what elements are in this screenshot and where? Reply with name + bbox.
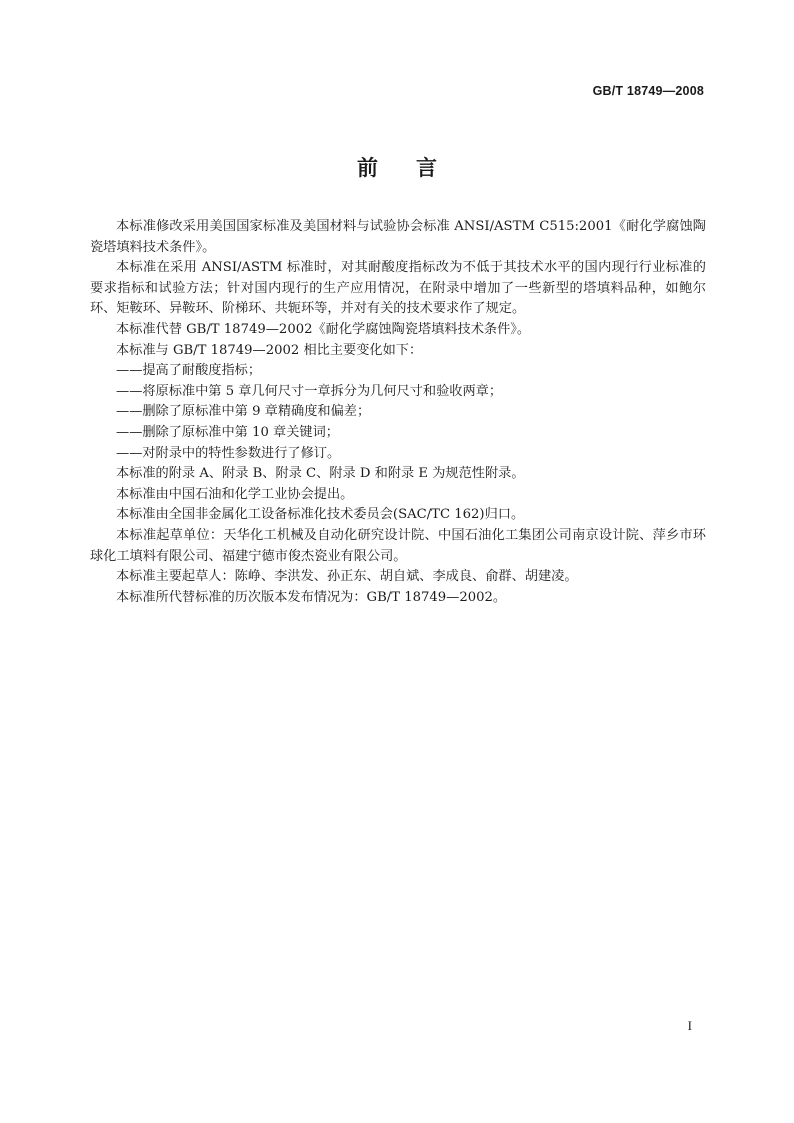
change-item: ——提高了耐酸度指标； xyxy=(116,363,262,379)
paragraph-centralized-by: 本标准由全国非金属化工设备标准化技术委员会(SAC/TC 162)归口。 xyxy=(116,507,525,523)
change-item: ——删除了原标准中第 9 章精确度和偏差； xyxy=(116,404,371,420)
change-item: ——删除了原标准中第 10 章关键词； xyxy=(116,424,339,440)
paragraph-history: 本标准所代替标准的历次版本发布情况为：GB/T 18749—2002。 xyxy=(116,589,507,605)
paragraph-replaces: 本标准代替 GB/T 18749—2002《耐化学腐蚀陶瓷塔填料技术条件》。 xyxy=(116,321,531,337)
foreword-body xyxy=(90,217,706,608)
paragraph-changes-intro: 本标准与 GB/T 18749—2002 相比主要变化如下： xyxy=(116,342,423,358)
paragraph-annexes: 本标准的附录 A、附录 B、附录 C、附录 D 和附录 E 为规范性附录。 xyxy=(116,466,525,482)
page-number: I xyxy=(687,1018,692,1033)
paragraph-proposed-by: 本标准由中国石油和化学工业协会提出。 xyxy=(116,486,354,502)
paragraph-drafting-units: 本标准起草单位：天华化工机械及自动化研究设计院、中国石油化工集团公司南京设计院、萍乡市环球化工填料有限公司、福建宁德市俊杰瓷业有限公司。 xyxy=(90,527,706,564)
paragraph-drafters: 本标准主要起草人：陈峥、李洪发、孙正东、胡自斌、李成良、俞群、胡建凌。 xyxy=(116,569,578,585)
change-item: ——将原标准中第 5 章几何尺寸一章拆分为几何尺寸和验收两章； xyxy=(116,383,503,399)
paragraph-acid-resistance: 本标准在采用 ANSI/ASTM 标准时，对其耐酸度指标改为不低于其技术水平的国内现行行业标准的要求指标和试验方法；针对国内现行的生产应用情况，在附录中增加了一些新型的塔填料品种，如鲍尔环、矩鞍环、异鞍环、阶梯环、共轭环等，并对有关的技术要求作了规定。 xyxy=(90,260,706,317)
page-title: 前言 xyxy=(357,156,475,180)
change-item: ——对附录中的特性参数进行了修订。 xyxy=(116,445,341,461)
paragraph-adoption: 本标准修改采用美国国家标准及美国材料与试验协会标准 ANSI/ASTM C515:2001《耐化学腐蚀陶瓷塔填料技术条件》。 xyxy=(90,219,706,255)
standard-code: GB/T 18749—2008 xyxy=(592,84,704,98)
